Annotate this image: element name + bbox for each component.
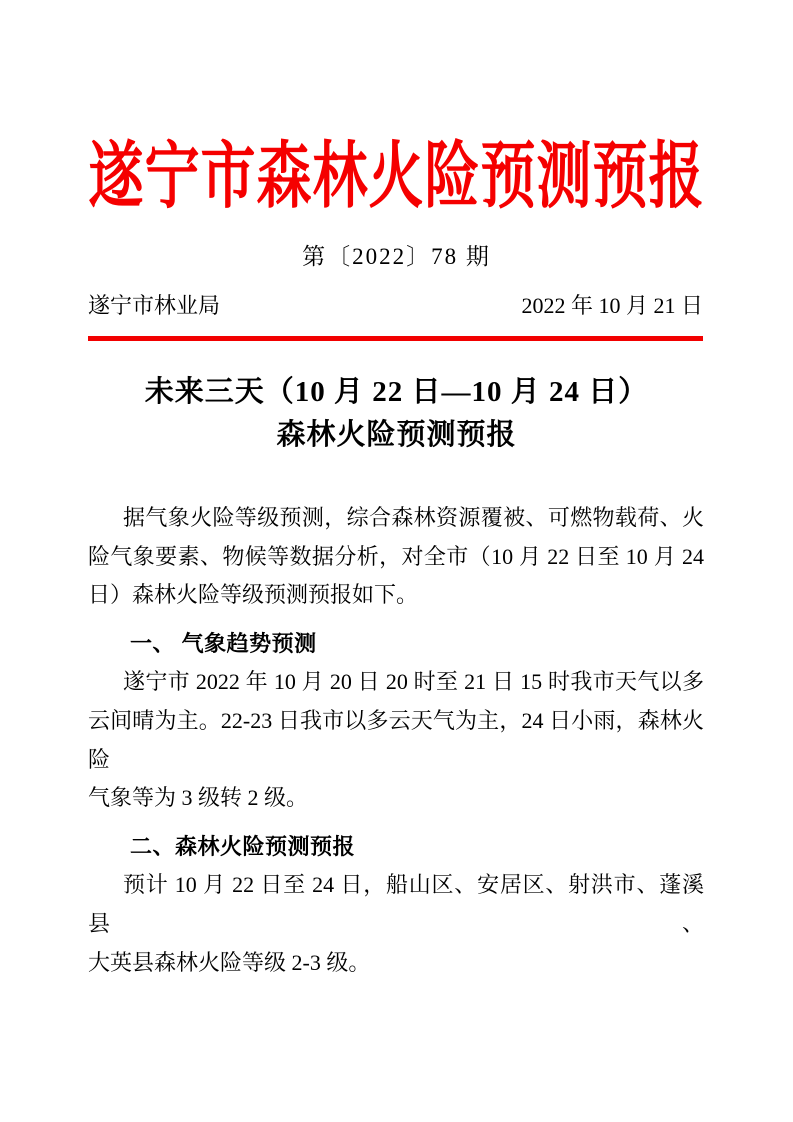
issuing-agency: 遂宁市林业局 — [88, 293, 221, 318]
paragraph-1-line-2: 险气象要素、物候等数据分析，对全市（10 月 22 日至 10 月 24 — [88, 543, 704, 569]
subtitle-line-2: 森林火险预测预报 — [276, 419, 517, 451]
section-heading-1: 一、 气象趋势预测 — [130, 630, 317, 656]
document-title: 遂宁市森林火险预测预报 — [88, 136, 705, 217]
paragraph-1-line-1: 据气象火险等级预测，综合森林资源覆被、可燃物载荷、火 — [123, 505, 704, 530]
issue-number: 第〔2022〕78 期 — [302, 244, 491, 269]
subtitle-line-1: 未来三天（10 月 22 日—10 月 24 日） — [144, 376, 649, 408]
report-body — [88, 499, 704, 982]
report-subtitle — [0, 371, 793, 457]
meta-row — [88, 289, 703, 320]
paragraph-2-line-3: 气象等为 3 级转 2 级。 — [88, 785, 309, 811]
section-heading-2: 二、森林火险预测预报 — [130, 833, 356, 859]
paragraph-1-line-3: 日）森林火险等级预测预报如下。 — [88, 582, 419, 608]
paragraph-3-line-2: 大英县森林火险等级 2-3 级。 — [88, 949, 371, 975]
paragraph-3-line-1: 预计 10 月 22 日至 24 日，船山区、安居区、射洪市、蓬溪县、 — [88, 872, 704, 936]
paragraph-2-line-2: 云间晴为主。22-23 日我市以多云天气为主，24 日小雨，森林火险 — [88, 707, 704, 772]
red-divider-rule — [88, 336, 703, 341]
paragraph-2-line-1: 遂宁市 2022 年 10 月 20 日 20 时至 21 日 15 时我市天气以多 — [123, 669, 704, 695]
issue-date: 2022 年 10 月 21 日 — [521, 293, 703, 318]
